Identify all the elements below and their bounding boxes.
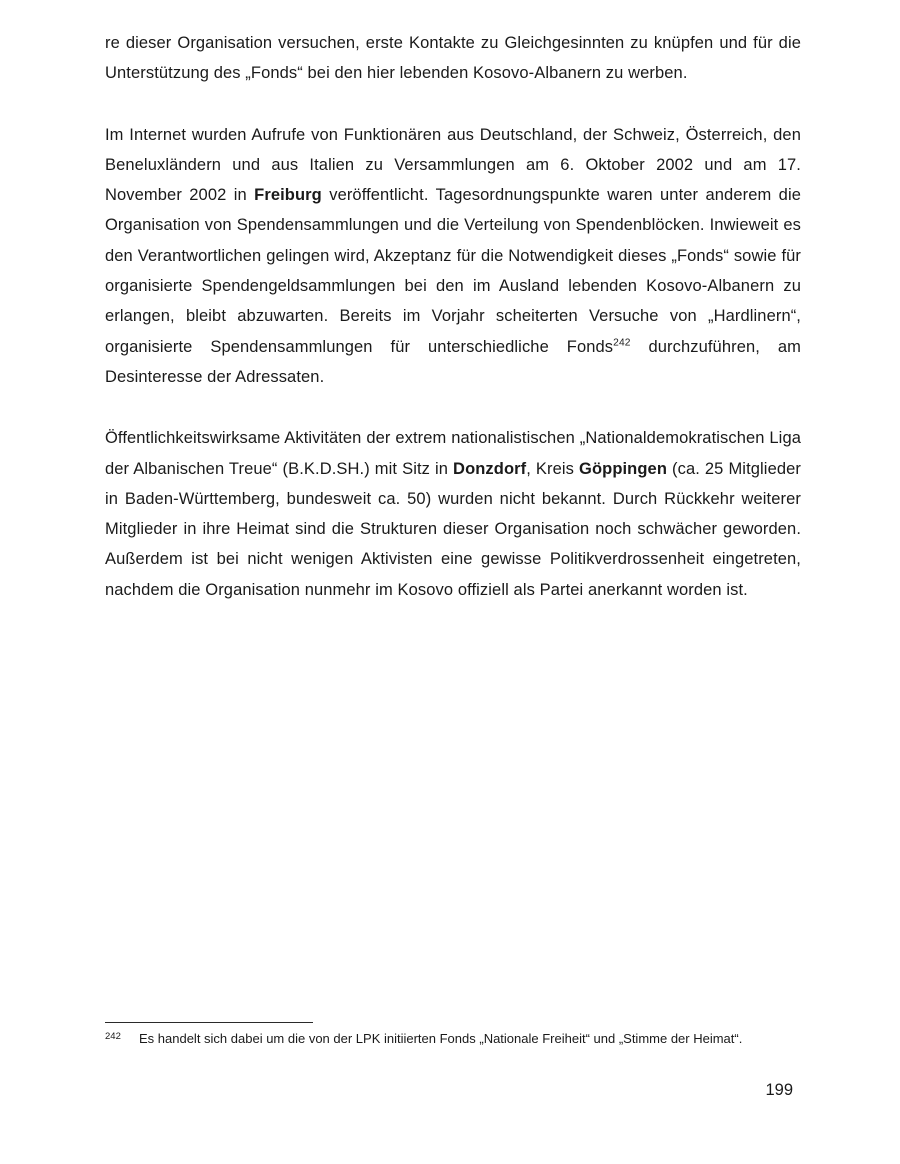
- footnote: [105, 1030, 801, 1047]
- paragraph: Öffentlichkeitswirksame Aktivitäten der extrem nationalistischen „Nationaldemokratischen Liga der Albanischen Treue“ (B.K.D.SH.) mit Sitz in Donzdorf, Kreis Göppingen (ca. 25 Mitglieder in Baden-Württemberg, bundesweit ca. 50) wurden nicht bekannt. Durch Rückkehr weiterer Mitglieder in ihre Heimat sind die Strukturen dieser Organisation noch schwächer geworden. Außerdem ist bei nicht wenigen Aktivisten eine gewisse Politikverdrossenheit eingetreten, nachdem die Organisation nunmehr im Kosovo offiziell als Partei anerkannt worden ist.: [105, 429, 801, 599]
- paragraph: Im Internet wurden Aufrufe von Funktionären aus Deutschland, der Schweiz, Österreich, den Beneluxländern und aus Italien zu Versammlungen am 6. Oktober 2002 und am 17. November 2002 in Freiburg veröffentlicht. Tagesordnungspunkte waren unter anderem die Organisation von Spendensammlungen und die Verteilung von Spendenblöcken. Inwieweit es den Verantwortlichen gelingen wird, Akzeptanz für die Notwendigkeit dieses „Fonds“ sowie für organisierte Spendengeldsammlungen bei den im Ausland lebenden Kosovo-Albanern zu erlangen, bleibt abzuwarten. Bereits im Vorjahr scheiterten Versuche von „Hardlinern“, organisierte Spendensammlungen für unterschiedliche Fonds$^{242}$ durchzuführen, am Desinteresse der Adressaten.: [105, 125, 801, 386]
- body-text: [105, 28, 801, 605]
- footnote-marker: 242: [105, 1031, 121, 1042]
- page-number: 199: [765, 1081, 793, 1099]
- footnote-separator: [105, 1022, 313, 1023]
- footnote-block: [105, 1022, 801, 1047]
- footnote-text: Es handelt sich dabei um die von der LPK initiierten Fonds „Nationale Freiheit“ und „Stimme der Heimat“.: [139, 1031, 743, 1046]
- paragraph: re dieser Organisation versuchen, erste Kontakte zu Gleichgesinnten zu knüpfen und für die Unterstützung des „Fonds“ bei den hier lebenden Kosovo-Albanern zu werben.: [105, 34, 801, 83]
